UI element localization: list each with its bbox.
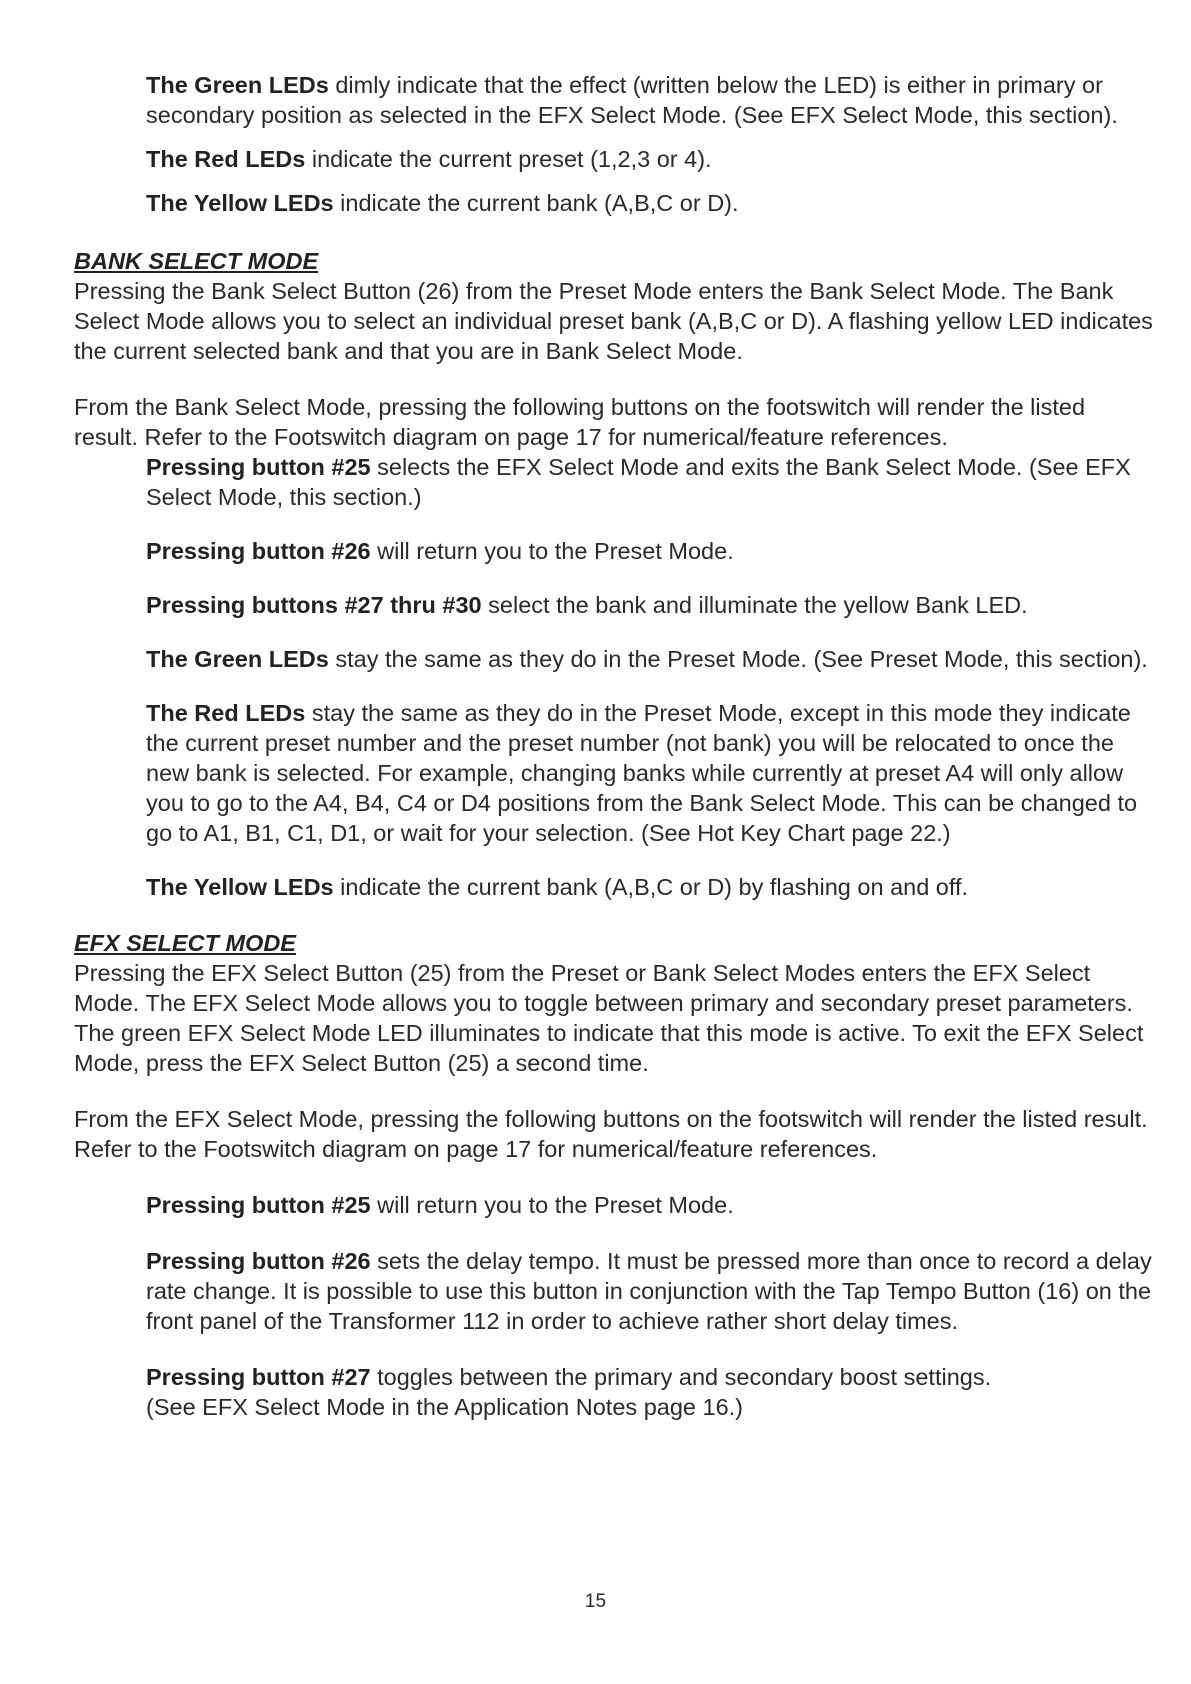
bank-item-5: The Red LEDs stay the same as they do in the Preset Mode, except in this mode they indicate the current preset number and the preset number (not bank) you will be relocated to once the new bank is selected. For example, changing banks while currently at preset A4 will only allow you to go to the A4, B4, C4 or D4 positions from the Bank Select Mode. This can be changed to go to A1, B1, C1, D1, or wait for your selection. (See Hot Key Chart page 22.) [146,700,1138,846]
bank-select-para1: Pressing the Bank Select Button (26) from the Preset Mode enters the Bank Select Mode. The Bank Select Mode allows you to select an individual preset bank (A,B,C or D). A flashing yellow LED indicates the current selected bank and that you are in Bank Select Mode. [74,278,1153,364]
efx-item-3: Pressing button #27 toggles between the primary and secondary boost settings. [146,1364,992,1390]
bank-select-para2: From the Bank Select Mode, pressing the following buttons on the footswitch will render the listed result. Refer to the Footswitch diagram on page 17 for numerical/feature references. [74,394,1086,450]
efx-select-heading: EFX SELECT MODE [74,930,296,956]
intro-red-leds: The Red LEDs indicate the current preset (1,2,3 or 4). [146,146,712,172]
intro-green-leds: The Green LEDs dimly indicate that the effect (written below the LED) is either in primary or secondary position as selected in the EFX Select Mode. (See EFX Select Mode, this section). [146,72,1118,128]
intro-yellow-leds: The Yellow LEDs indicate the current bank (A,B,C or D). [146,190,739,216]
efx-item-2: Pressing button #26 sets the delay tempo. It must be pressed more than once to record a delay rate change. It is possible to use this button in conjunction with the Tap Tempo Button (16) on the front panel of the Transformer 112 in order to achieve rather short delay times. [146,1248,1152,1334]
efx-item-1: Pressing button #25 will return you to the Preset Mode. [146,1192,734,1218]
bank-item-3: Pressing buttons #27 thru #30 select the bank and illuminate the yellow Bank LED. [146,592,1028,618]
bank-item-1: Pressing button #25 selects the EFX Select Mode and exits the Bank Select Mode. (See EFX Select Mode, this section.) [146,454,1131,510]
efx-select-para2: From the EFX Select Mode, pressing the following buttons on the footswitch will render the listed result. Refer to the Footswitch diagram on page 17 for numerical/feature references. [74,1106,1148,1162]
bank-item-6: The Yellow LEDs indicate the current bank (A,B,C or D) by flashing on and off. [146,874,969,900]
bank-item-2: Pressing button #26 will return you to the Preset Mode. [146,538,734,564]
bank-item-4: The Green LEDs stay the same as they do in the Preset Mode. (See Preset Mode, this section). [146,646,1148,672]
page-number: 15 [584,1591,607,1612]
page-content [74,70,1154,1422]
efx-item-3-note: (See EFX Select Mode in the Application Notes page 16.) [146,1394,743,1420]
efx-select-para1: Pressing the EFX Select Button (25) from the Preset or Bank Select Modes enters the EFX Select Mode. The EFX Select Mode allows you to toggle between primary and secondary preset parameters. The green EFX Select Mode LED illuminates to indicate that this mode is active. To exit the EFX Select Mode, press the EFX Select Button (25) a second time. [74,960,1144,1076]
bank-select-heading: BANK SELECT MODE [74,248,319,274]
